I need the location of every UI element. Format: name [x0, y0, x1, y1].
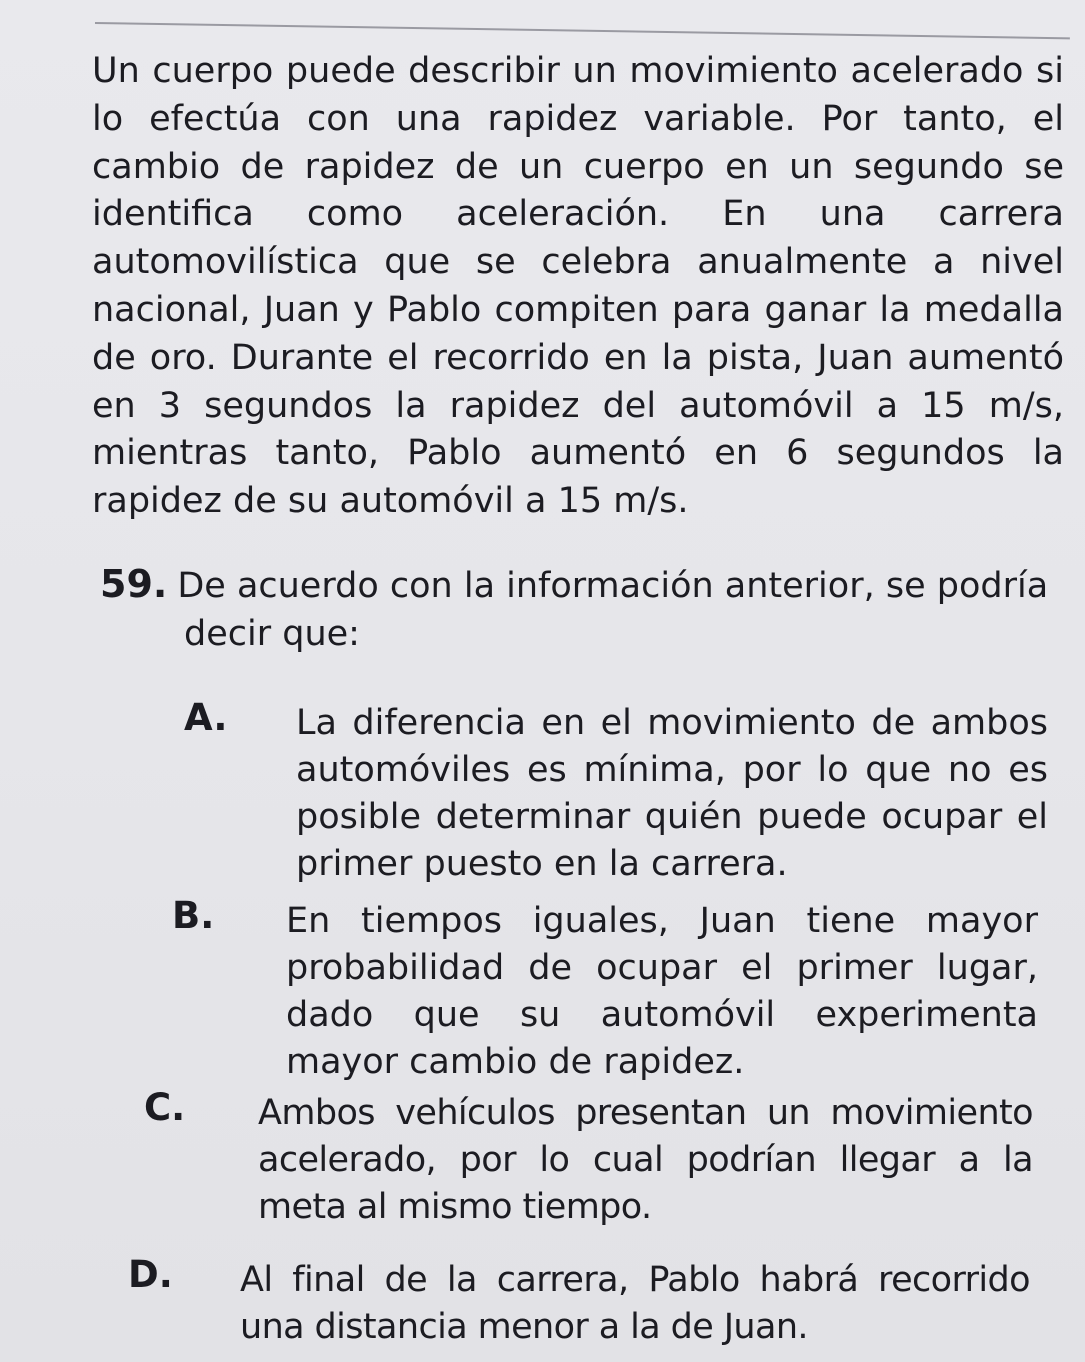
option-a-text[interactable]: La diferencia en el movimiento de ambos automóviles es mínima, por lo que no es posible determinar quién puede ocupar el primer puesto en la carrera. — [296, 703, 1048, 884]
question-text-line2: decir que: — [184, 614, 360, 654]
option-a-letter: A. — [184, 696, 228, 739]
option-b-text[interactable]: En tiempos iguales, Juan tiene mayor probabilidad de ocupar el primer lugar, dado que su automóvil experimenta mayor cambio de rapidez. — [286, 901, 1038, 1082]
option-c-text[interactable]: Ambos vehículos presentan un movimiento acelerado, por lo cual podrían llegar a la meta al mismo tiempo. — [258, 1093, 1033, 1227]
question-number: 59. — [100, 562, 168, 606]
question-59 — [100, 560, 1060, 658]
option-c-letter: C. — [144, 1086, 186, 1129]
option-d-text[interactable]: Al final de la carrera, Pablo habrá recorrido una distancia menor a la de Juan. — [240, 1260, 1030, 1347]
reading-passage: Un cuerpo puede describir un movimiento acelerado si lo efectúa con una rapidez variable. Por tanto, el cambio de rapidez de un cuerpo en un segundo se identifica como aceleración. En una carrera automovilística que se celebra anualmente a nivel nacional, Juan y Pablo compiten para ganar la medalla de oro. Durante el recorrido en la pista, Juan aumentó en 3 segundos la rapidez del automóvil a 15 m/s, mientras tanto, Pablo aumentó en 6 segundos la rapidez de su automóvil a 15 m/s. — [92, 51, 1064, 522]
question-text-line1: De acuerdo con la información anterior, se podría — [177, 566, 1049, 606]
option-d-letter: D. — [128, 1253, 173, 1296]
top-divider-line — [95, 22, 1070, 39]
option-b-letter: B. — [172, 894, 215, 937]
